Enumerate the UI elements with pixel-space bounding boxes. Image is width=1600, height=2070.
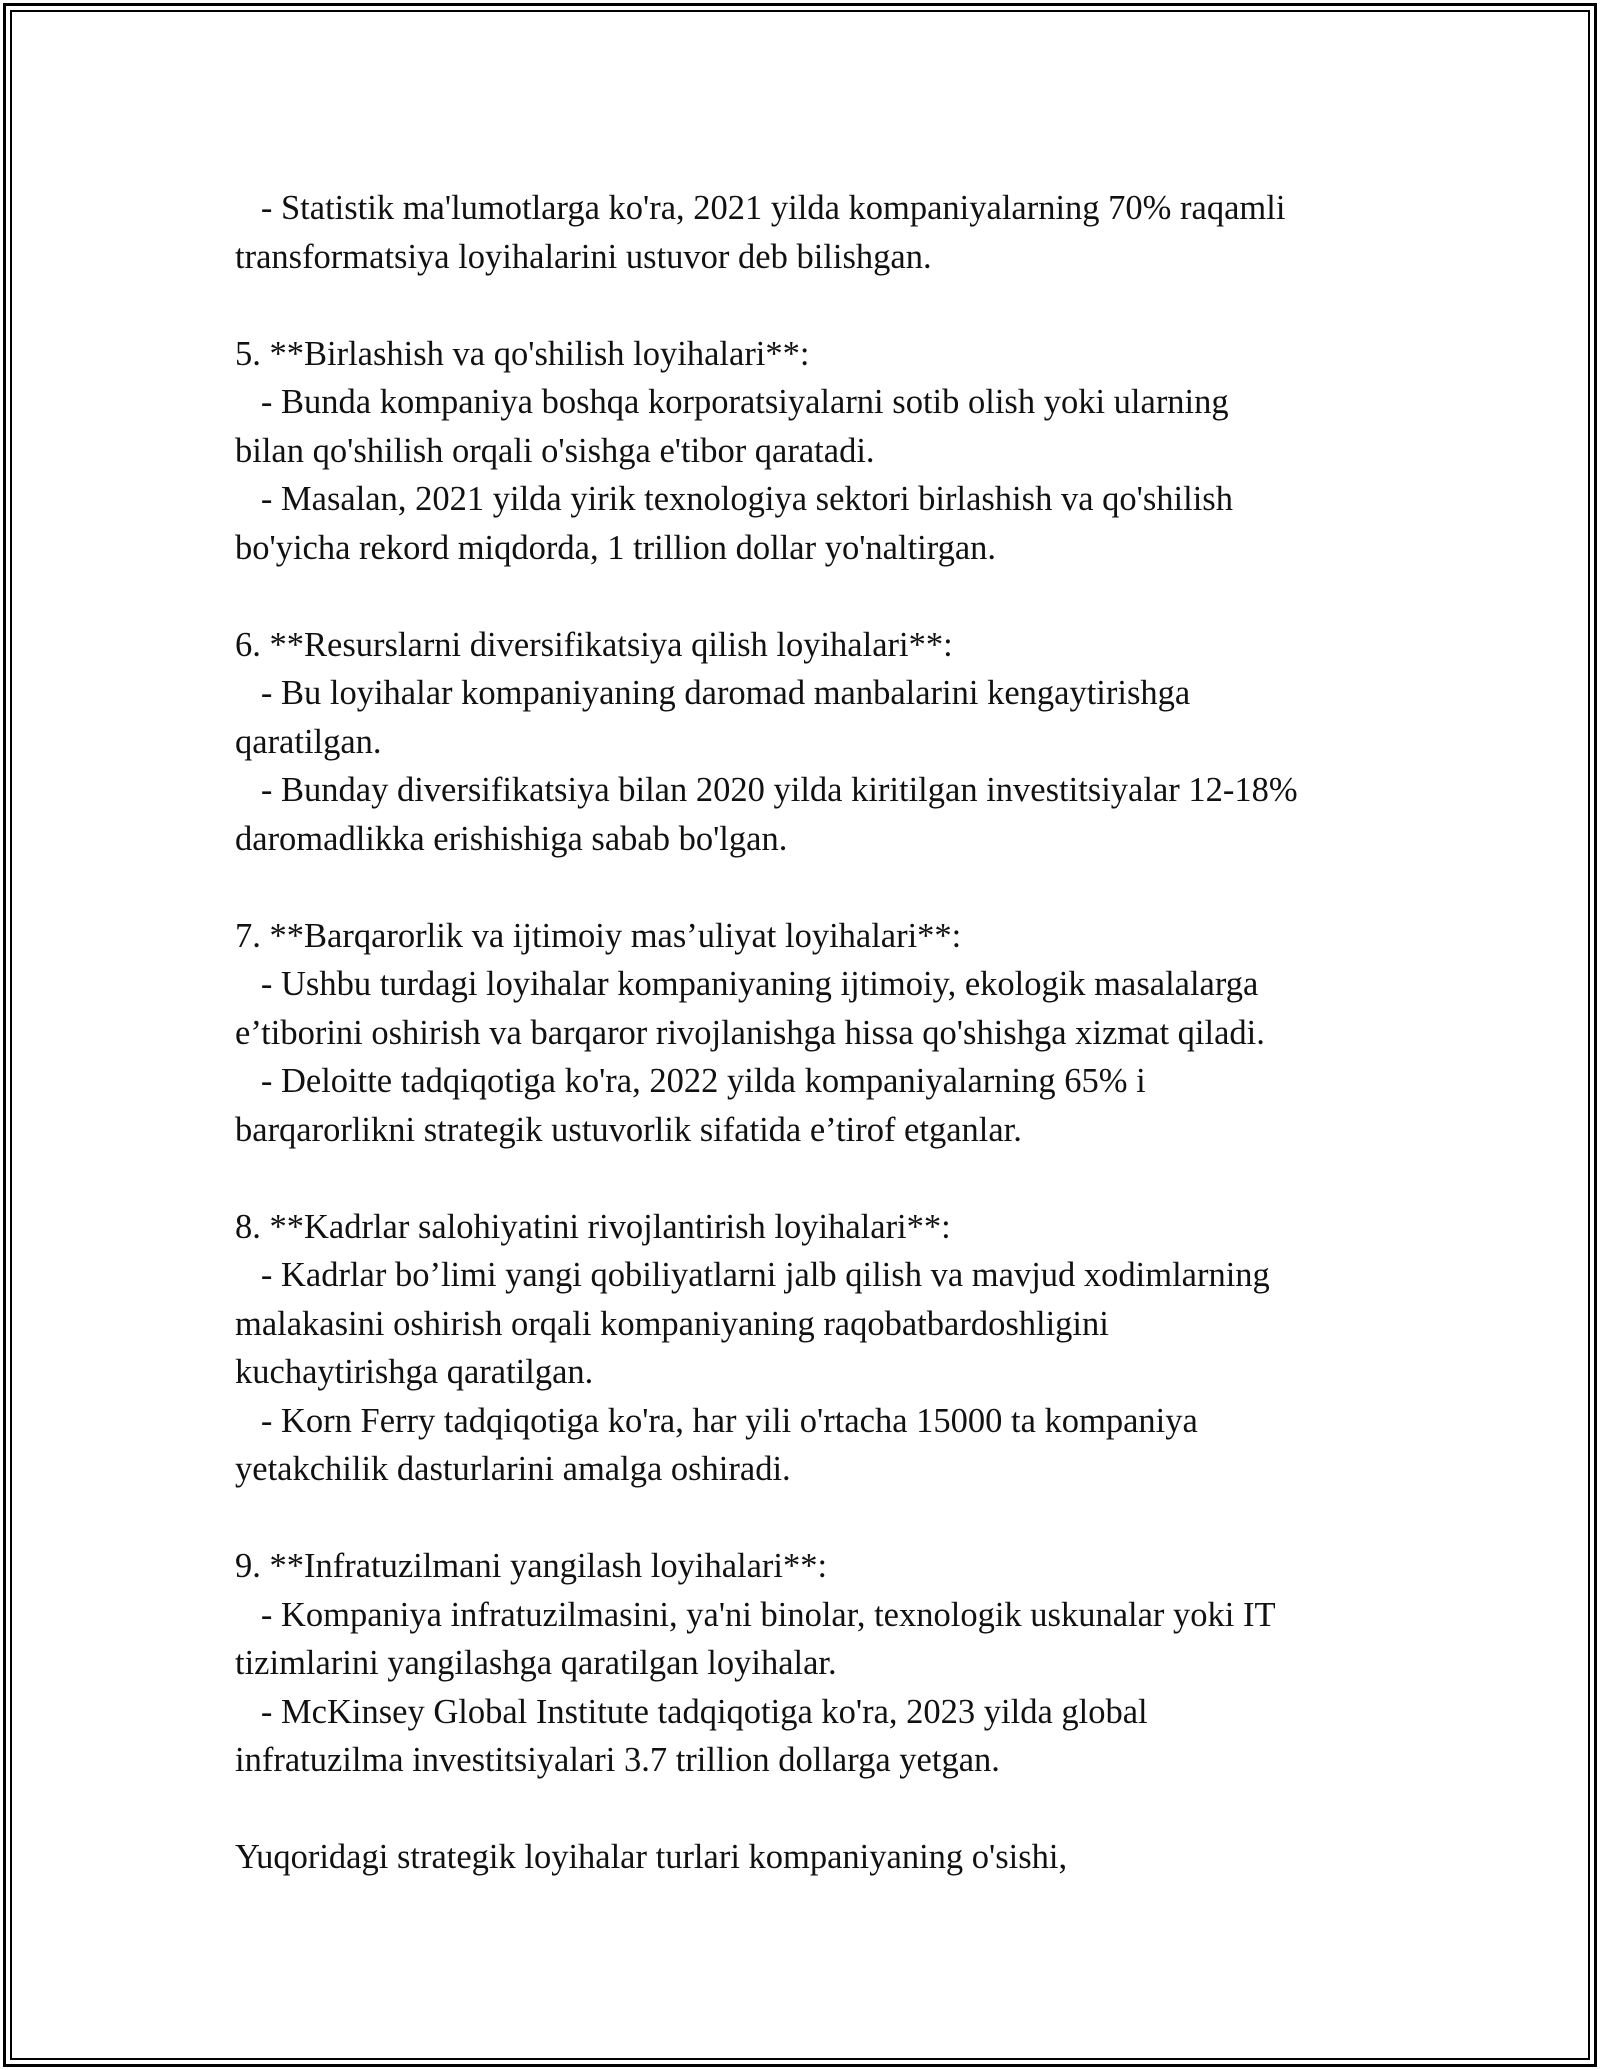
text-line: yetakchilik dasturlarini amalga oshiradi.	[235, 1450, 791, 1488]
text-line: - Ushbu turdagi loyihalar kompaniyaning ijtimoiy, ekologik masalalarga	[235, 965, 1259, 1003]
paragraph-gap	[235, 281, 1395, 330]
paragraph-gap	[235, 1785, 1395, 1834]
section-heading-8: 8. **Kadrlar salohiyatini rivojlantirish loyihalari**:	[235, 1207, 951, 1246]
section-heading-9: 9. **Infratuzilmani yangilash loyihalari**:	[235, 1547, 828, 1585]
text-line: - Kadrlar bo’limi yangi qobiliyatlarni jalb qilish va mavjud xodimlarning	[235, 1256, 1270, 1294]
text-line: barqarorlikni strategik ustuvorlik sifatida e’tirof etganlar.	[235, 1110, 1022, 1149]
text-line: - Statistik ma'lumotlarga ko'ra, 2021 yilda kompaniyalarning 70% raqamli	[235, 189, 1286, 227]
text-line: qaratilgan.	[235, 722, 382, 761]
document-body	[235, 184, 1395, 1882]
text-line: kuchaytirishga qaratilgan.	[235, 1353, 594, 1391]
text-line: bo'yicha rekord miqdorda, 1 trillion dollar yo'naltirgan.	[235, 528, 997, 567]
paragraph-gap	[235, 863, 1395, 912]
text-line: - Bunday diversifikatsiya bilan 2020 yilda kiritilgan investitsiyalar 12-18%	[235, 771, 1298, 809]
text-line: - Korn Ferry tadqiqotiga ko'ra, har yili o'rtacha 15000 ta kompaniya	[235, 1401, 1198, 1440]
text-line: tizimlarini yangilashga qaratilgan loyihalar.	[235, 1644, 837, 1682]
section-heading-5: 5. **Birlashish va qo'shilish loyihalari**:	[235, 334, 810, 373]
text-line: - Kompaniya infratuzilmasini, ya'ni binolar, texnologik uskunalar yoki IT	[235, 1595, 1276, 1634]
text-line: infratuzilma investitsiyalari 3.7 trillion dollarga yetgan.	[235, 1741, 1000, 1779]
section-heading-6: 6. **Resurslarni diversifikatsiya qilish loyihalari**:	[235, 625, 953, 664]
text-line: - Bunda kompaniya boshqa korporatsiyalarni sotib olish yoki ularning	[235, 383, 1229, 421]
text-line: - McKinsey Global Institute tadqiqotiga ko'ra, 2023 yilda global	[235, 1692, 1148, 1731]
text-line: malakasini oshirish orqali kompaniyaning raqobatbardoshligini	[235, 1304, 1109, 1343]
text-line: - Deloitte tadqiqotiga ko'ra, 2022 yilda kompaniyalarning 65% i	[235, 1062, 1146, 1100]
text-line: bilan qo'shilish orqali o'sishga e'tibor qaratadi.	[235, 431, 875, 470]
text-line: transformatsiya loyihalarini ustuvor deb bilishgan.	[235, 237, 932, 276]
paragraph-gap	[235, 572, 1395, 621]
closing-line: Yuqoridagi strategik loyihalar turlari kompaniyaning o'sishi,	[235, 1838, 1068, 1876]
paragraph-gap	[235, 1154, 1395, 1203]
text-line: e’tiborini oshirish va barqaror rivojlanishga hissa qo'shishga xizmat qiladi.	[235, 1013, 1265, 1052]
text-line: - Bu loyihalar kompaniyaning daromad manbalarini kengaytirishga	[235, 674, 1191, 712]
text-line: - Masalan, 2021 yilda yirik texnologiya sektori birlashish va qo'shilish	[235, 480, 1233, 518]
section-heading-7: 7. **Barqarorlik va ijtimoiy mas’uliyat loyihalari**:	[235, 916, 962, 955]
text-line: daromadlikka erishishiga sabab bo'lgan.	[235, 819, 788, 858]
paragraph-gap	[235, 1494, 1395, 1543]
